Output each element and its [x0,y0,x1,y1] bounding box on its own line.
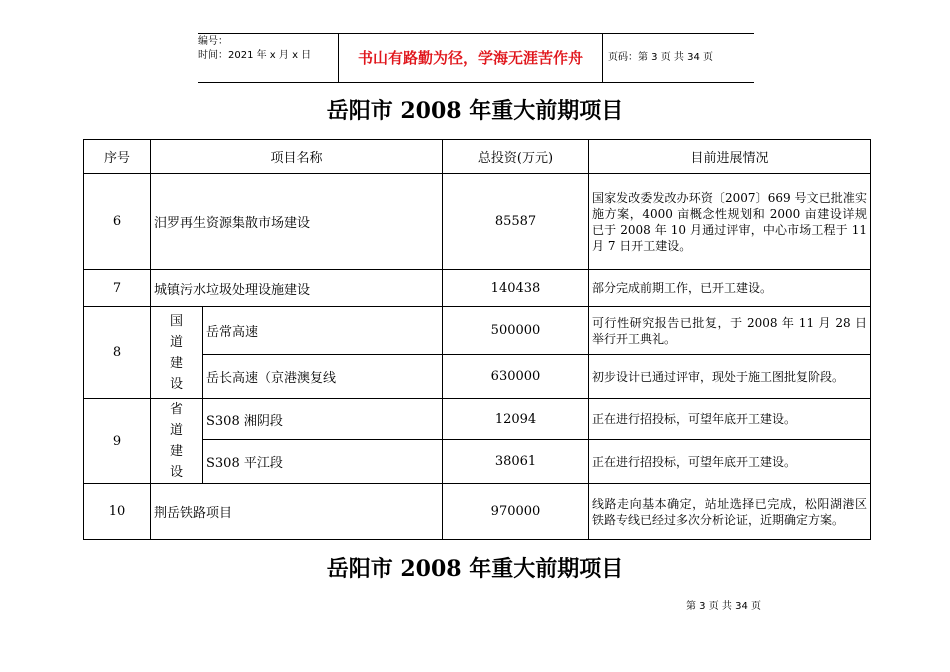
row-seq: 10 [84,484,151,540]
header-slogan: 书山有路勤为径，学海无涯苦作舟 [338,34,603,82]
group-char: 国 [169,313,183,329]
table-row [84,174,871,270]
row-name: 荆岳铁路项目 [151,484,443,540]
row-seq: 7 [84,270,151,307]
row-seq: 6 [84,174,151,270]
page-title-repeat: 岳阳市 2008 年重大前期项目 [326,556,624,582]
row-invest: 85587 [443,174,589,270]
header-invest: 总投资(万元) [443,140,589,174]
page-footer: 第 3 页 共 34 页 [686,601,761,612]
group-char: 建 [169,444,183,459]
row-name: 汨罗再生资源集散市场建设 [151,174,443,270]
sub-row-status: 正在进行招投标，可望年底开工建设。 [589,440,871,484]
row-invest: 140438 [443,270,589,307]
table-row [84,307,871,355]
table-row [84,399,871,440]
sub-row-name: S308 湘阴段 [203,399,443,440]
sub-row-name: 岳常高速 [203,307,443,355]
group-char: 设 [169,465,183,480]
group-char: 道 [169,423,183,438]
table-row [84,484,871,540]
group-char: 道 [169,334,183,350]
page-header [198,33,754,83]
group-char: 设 [169,376,183,392]
sub-row-name: 岳长高速（京港澳复线 [203,355,443,399]
sub-row-invest: 38061 [443,440,589,484]
group-label-national-road [151,307,203,399]
group-char: 省 [169,402,183,417]
row-status: 线路走向基本确定，站址选择已完成，松阳湖港区铁路专线已经过多次分析论证，近期确定方案。 [589,484,871,540]
row-seq: 9 [84,399,151,484]
row-name: 城镇污水垃圾处理设施建设 [151,270,443,307]
table-row [84,440,871,484]
sub-row-invest: 500000 [443,307,589,355]
header-name: 项目名称 [151,140,443,174]
header-seq: 序号 [84,140,151,174]
header-page-number: 页码：第 3 页 共 34 页 [608,52,713,63]
table-row [84,270,871,307]
document-number-label: 编号： [198,36,228,47]
row-invest: 970000 [443,484,589,540]
sub-row-name: S308 平江段 [203,440,443,484]
projects-table [83,139,871,540]
group-char: 建 [169,355,183,371]
sub-row-status: 初步设计已通过评审，现处于施工图批复阶段。 [589,355,871,399]
row-status: 国家发改委发改办环资〔2007〕669 号文已批准实施方案，4000 亩概念性规划和 2000 亩建设详规已于 2008 年 10 月通过评审，中心市场工程于 11 月 7 日开工建设。 [589,174,871,270]
document-date: 时间：2021 年 x 月 x 日 [198,50,312,61]
group-label-provincial-road [151,399,203,484]
row-status: 部分完成前期工作，已开工建设。 [589,270,871,307]
sub-row-status: 正在进行招投标，可望年底开工建设。 [589,399,871,440]
row-seq: 8 [84,307,151,399]
table-row [84,355,871,399]
sub-row-invest: 12094 [443,399,589,440]
sub-row-invest: 630000 [443,355,589,399]
header-status: 目前进展情况 [589,140,871,174]
page-title: 岳阳市 2008 年重大前期项目 [326,98,624,124]
header-meta [198,34,338,83]
sub-row-status: 可行性研究报告已批复，于 2008 年 11 月 28 日举行开工典礼。 [589,307,871,355]
table-header-row [84,140,871,174]
